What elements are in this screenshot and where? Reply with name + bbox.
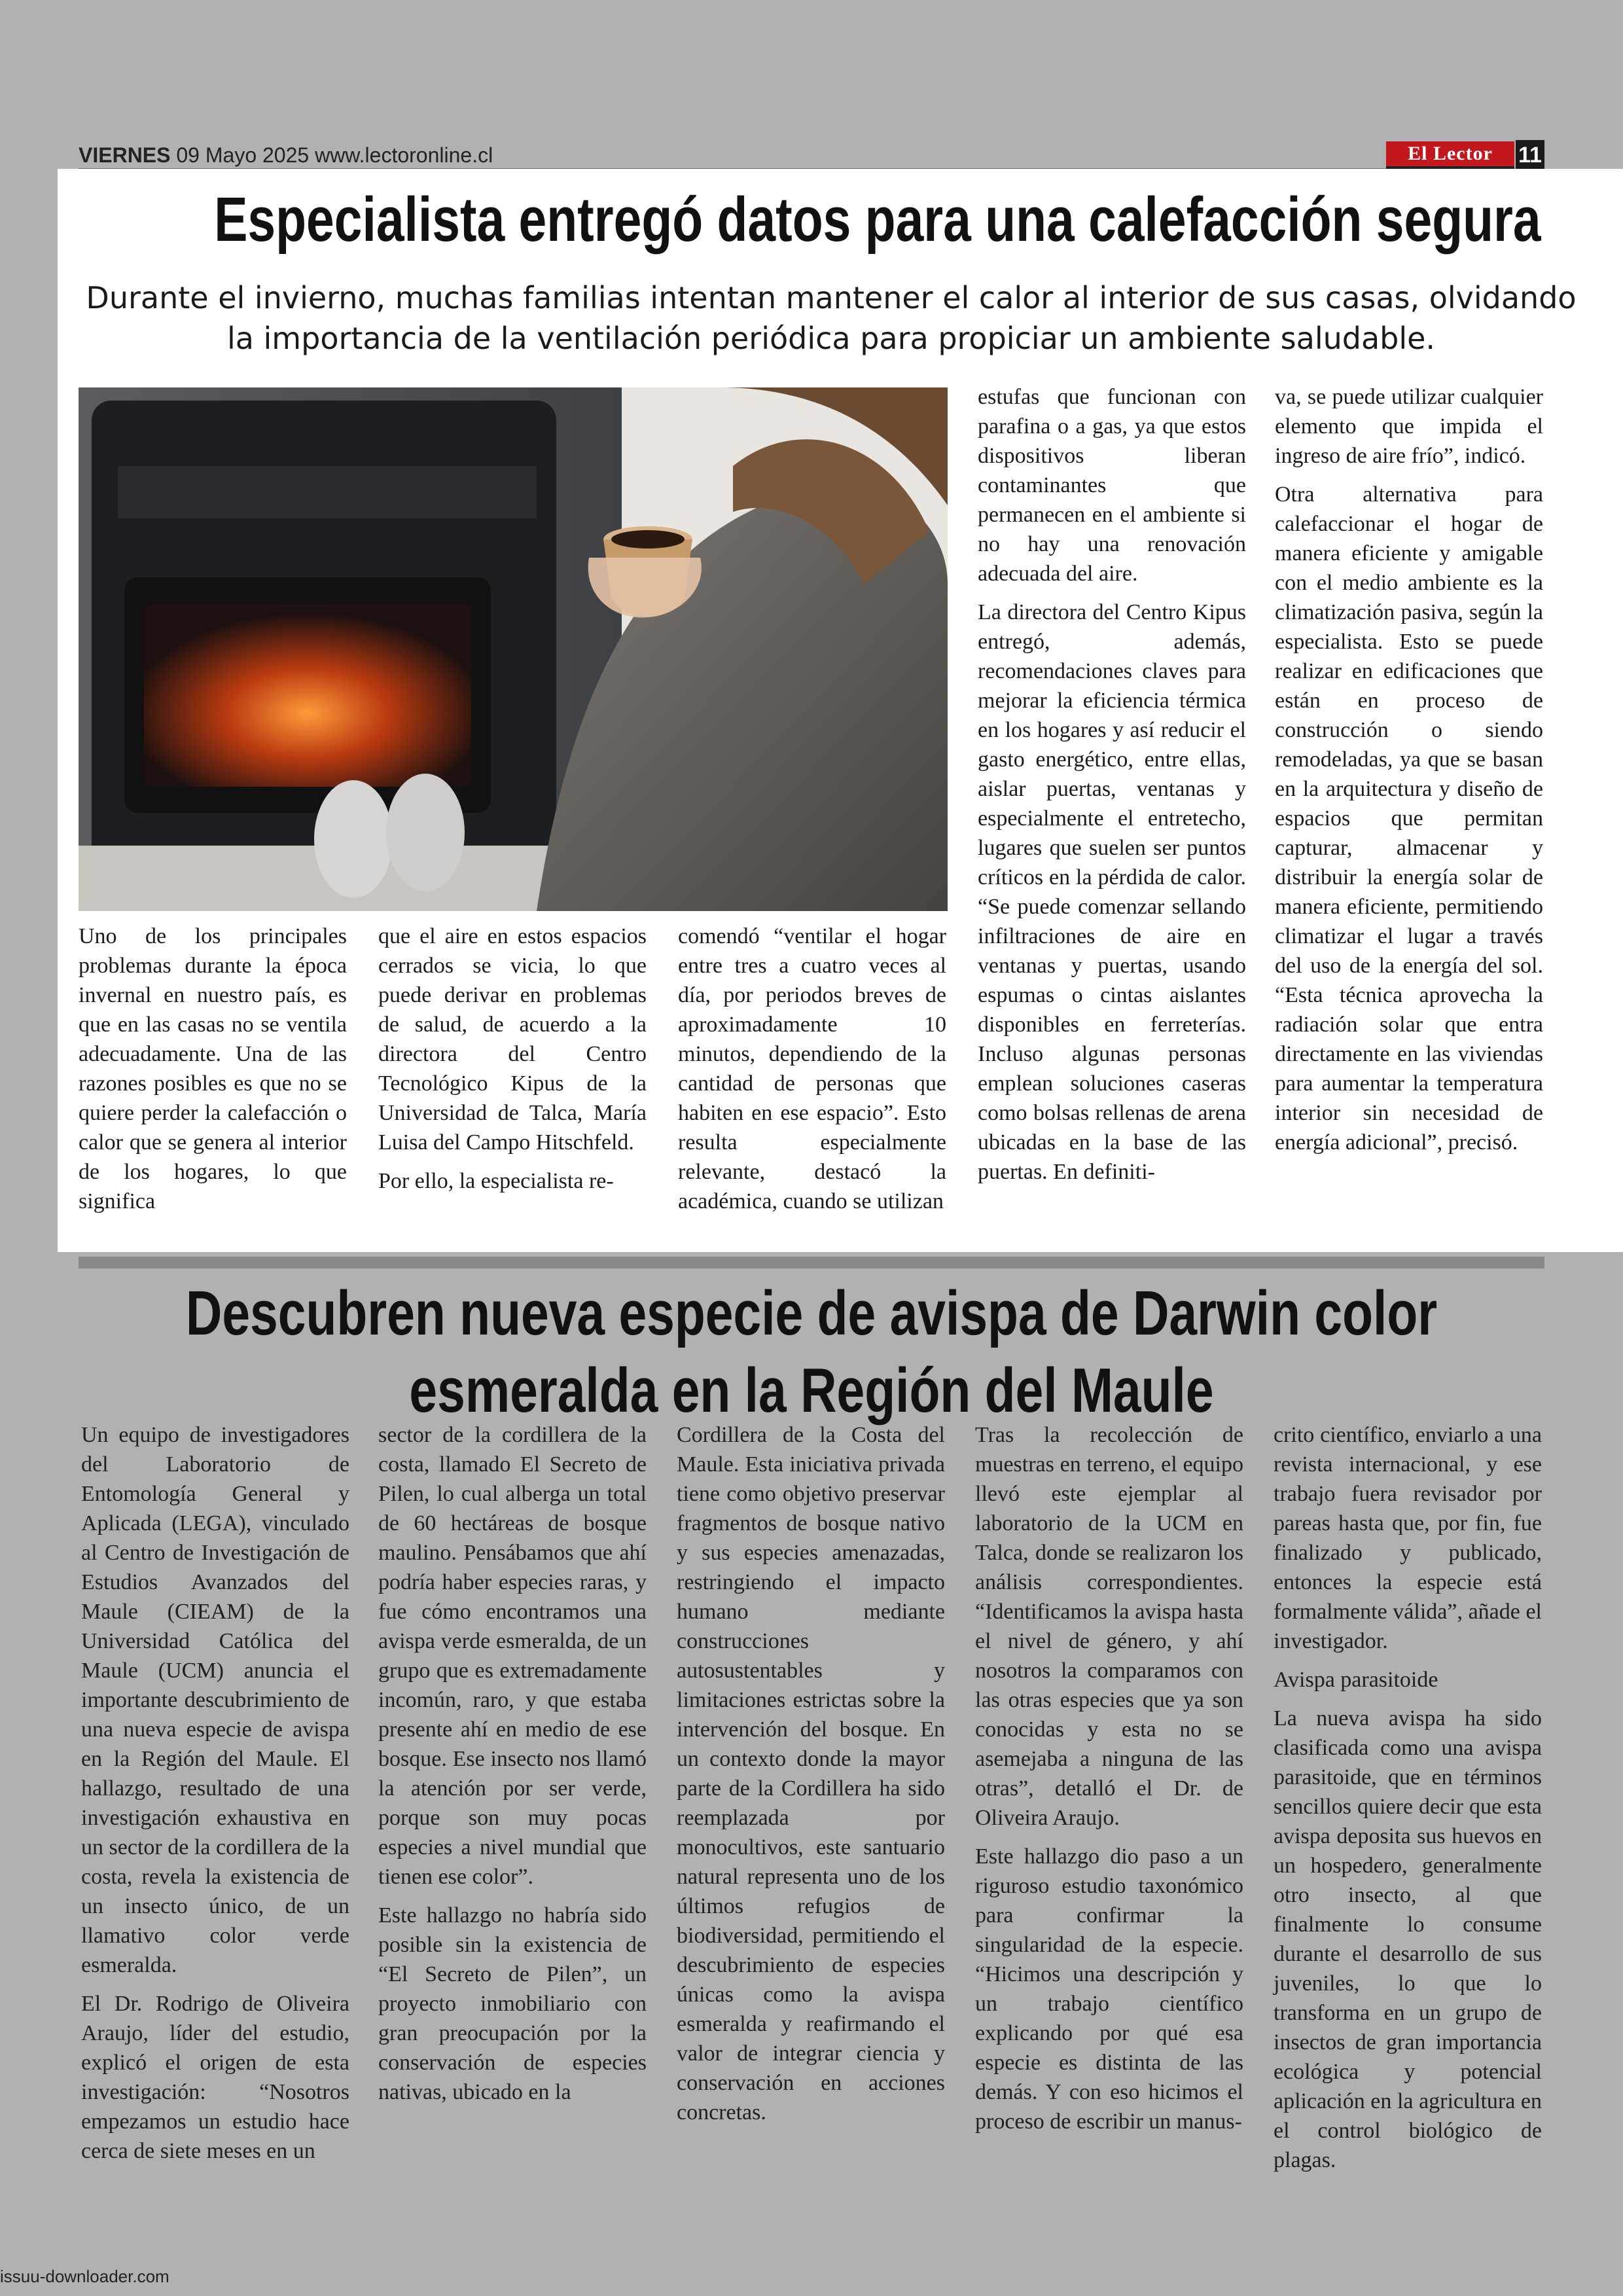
subheading-avispa-parasitoide: Avispa parasitoide xyxy=(1274,1668,1438,1692)
header-date: 09 Mayo 2025 xyxy=(176,143,310,167)
paragraph: estufas que funcionan con parafina o a gas, ya que estos dispositivos liberan contaminantes que permanecen en el ambiente si no hay una renovación adecuada del aire. xyxy=(978,385,1246,586)
article-heating-col-2 xyxy=(378,922,647,1205)
article-wasp-col-4 xyxy=(975,1420,1243,2145)
paragraph: Este hallazgo dio paso a un riguroso estudio taxonómico para confirmar la singularidad de la especie. “Hicimos una descripción y un trabajo científico explicando por qué esa especie es distinta de las demás. Y con eso hicimos el proceso de escribir un manus- xyxy=(975,1844,1243,2134)
paragraph: La nueva avispa ha sido clasificada como una avispa parasitoide, que en términos sencillos quiere decir que esta avispa deposita sus huevos en un hospedero, generalmente otro insecto, al que finalmente lo consume durante el desarrollo de sus juveniles, lo que lo transforma en un grupo de insectos de gran importancia ecológica y potencial aplicación en la agricultura en el control biológico de plagas. xyxy=(1274,1706,1542,2172)
paragraph: crito científico, enviarlo a una revista internacional, y ese trabajo fuera revisador por pareas hasta que, por fin, fue finalizado y publicado, entonces la especie está formalmente válida”, añade el investigador. xyxy=(1274,1423,1542,1653)
header-day: VIERNES xyxy=(79,143,171,167)
paragraph: Este hallazgo no habría sido posible sin la existencia de “El Secreto de Pilen”, un proyecto inmobiliario con gran preocupación por la conservación de especies nativas, ubicado en la xyxy=(378,1903,647,2104)
stove-illustration xyxy=(79,387,948,911)
paragraph: Otra alternativa para calefaccionar el hogar de manera eficiente y amigable con el medio ambiente es la climatización pasiva, según la especialista. Esto se puede realizar en edificaciones que están en proceso de construcción o siendo remodeladas, ya que se basan en la arquitectura y diseño de espacios que permitan capturar, almacenar y distribuir la energía solar de manera eficiente, permitiendo climatizar el lugar a través del uso de la energía del sol. “Esta técnica aprovecha la radiación solar que entra directamente en las viviendas para aumentar la temperatura interior sin necesidad de energía adicional”, precisó. xyxy=(1275,482,1543,1155)
article-heating xyxy=(58,169,1623,1252)
article-heating-lead: Durante el invierno, muchas familias intentan mantener el calor al interior de sus casas, olvidando la importancia de la ventilación periódica para propiciar un ambiente saludable. xyxy=(86,280,1577,356)
article-heating-col-4 xyxy=(978,382,1246,1196)
article-heating-col-1 xyxy=(79,922,347,1225)
el-lector-logo: El Lector xyxy=(1386,141,1514,169)
footer-watermark: issuu-downloader.com xyxy=(0,2267,169,2286)
article-wasp-col-2 xyxy=(378,1420,647,2116)
article-heating-title: Especialista entregó datos para una calefacción segura xyxy=(214,185,1541,255)
paragraph: Cordillera de la Costa del Maule. Esta iniciativa privada tiene como objetivo preservar fragmentos de bosque nativo y sus especies amenazadas, restringiendo el impacto humano mediante construcciones autosustentables y limitaciones estrictas sobre la intervención del bosque. En un contexto donde la mayor parte de la Cordillera ha sido reemplazada por monocultivos, este santuario natural representa uno de los últimos refugios de biodiversidad, permitiendo el descubrimiento de especies únicas como la avispa esmeralda y reafirmando el valor de integrar ciencia y conservación en acciones concretas. xyxy=(677,1423,945,2125)
paragraph: sector de la cordillera de la costa, llamado El Secreto de Pilen, lo cual alberga un total de 60 hectáreas de bosque maulino. Pensábamos que ahí podría haber especies raras, y fue cómo encontramos una avispa verde esmeralda, de un grupo que es extremadamente incomún, raro, y que estaba presente ahí en medio de ese bosque. Ese insecto nos llamó la atención por ser verde, porque son muy pocas especies a nivel mundial que tienen ese color”. xyxy=(378,1423,647,1889)
paragraph: Por ello, la especialista re- xyxy=(378,1169,614,1193)
paragraph: Uno de los principales problemas durante la época invernal en nuestro país, es que en las casas no se ventila adecuadamente. Una de las razones posibles es que no se quiere perder la calefacción o calor que se genera al interior de los hogares, lo que significa xyxy=(79,924,347,1213)
paragraph: Un equipo de investigadores del Laboratorio de Entomología General y Aplicada (LEGA), vinculado al Centro de Investigación de Estudios Avanzados del Maule (CIEAM) de la Universidad Católica del Maule (UCM) anuncia el importante descubrimiento de una nueva especie de avispa en la Región del Maule. El hallazgo, resultado de una investigación exhaustiva en un sector de la cordillera de la costa, revela la existencia de un insecto único, de un llamativo color verde esmeralda. xyxy=(81,1423,349,1977)
page-number: 11 xyxy=(1516,140,1544,170)
paragraph: El Dr. Rodrigo de Oliveira Araujo, líder del estudio, explicó el origen de esta investigación: “Nosotros empezamos un estudio hace cerca de siete meses en un xyxy=(81,1992,349,2163)
header-dateline xyxy=(79,140,493,170)
article-heating-col-3 xyxy=(678,922,946,1225)
paragraph: va, se puede utilizar cualquier elemento que impida el ingreso de aire frío”, indicó. xyxy=(1275,385,1543,468)
page-header xyxy=(79,140,1544,170)
wood-stove-photo xyxy=(79,387,948,911)
paragraph: Tras la recolección de muestras en terreno, el equipo llevó este ejemplar al laboratorio de la UCM en Talca, donde se realizaron los análisis correspondientes. “Identificamos la avispa hasta el nivel de género, y ahí nosotros la comparamos con las otras especies que ya son conocidas y esta no se asemejaba a ninguna de las otras”, detalló el Dr. de Oliveira Araujo. xyxy=(975,1423,1243,1830)
section-divider xyxy=(79,1257,1544,1268)
article-wasp-title-line-2: esmeralda en la Región del Maule xyxy=(409,1355,1214,1426)
article-wasp-col-3 xyxy=(677,1420,945,2136)
paragraph: La directora del Centro Kipus entregó, además, recomendaciones claves para mejorar la eficiencia térmica en los hogares y así reducir el gasto energético, entre ellas, aislar puertas, ventanas y especialmente el entretecho, lugares que suelen ser puntos críticos en la pérdida de calor. “Se puede comenzar sellando infiltraciones de aire en ventanas y puertas, usando espumas o cintas aislantes disponibles en ferreterías. Incluso algunas personas emplean soluciones caseras como bolsas rellenas de arena ubicadas en la base de las puertas. En definiti- xyxy=(978,600,1246,1184)
article-heating-col-5 xyxy=(1275,382,1543,1166)
article-wasp-col-5 xyxy=(1274,1420,1542,2184)
article-wasp-col-1 xyxy=(81,1420,349,2175)
paragraph: comendó “ventilar el hogar entre tres a cuatro veces al día, por periodos breves de aproximadamente 10 minutos, dependiendo de la cantidad de personas que habiten en ese espacio”. Esto resulta especialmente relevante, destacó la académica, cuando se utilizan xyxy=(678,924,946,1213)
article-wasp-title-line-1: Descubren nueva especie de avispa de Darwin color xyxy=(185,1278,1438,1348)
paragraph: que el aire en estos espacios cerrados se vicia, lo que puede derivar en problemas de salud, de acuerdo a la directora del Centro Tecnológico Kipus de la Universidad de Talca, María Luisa del Campo Hitschfeld. xyxy=(378,924,647,1155)
article-wasp-title xyxy=(162,1275,1461,1429)
header-website[interactable]: www.lectoronline.cl xyxy=(315,143,493,167)
